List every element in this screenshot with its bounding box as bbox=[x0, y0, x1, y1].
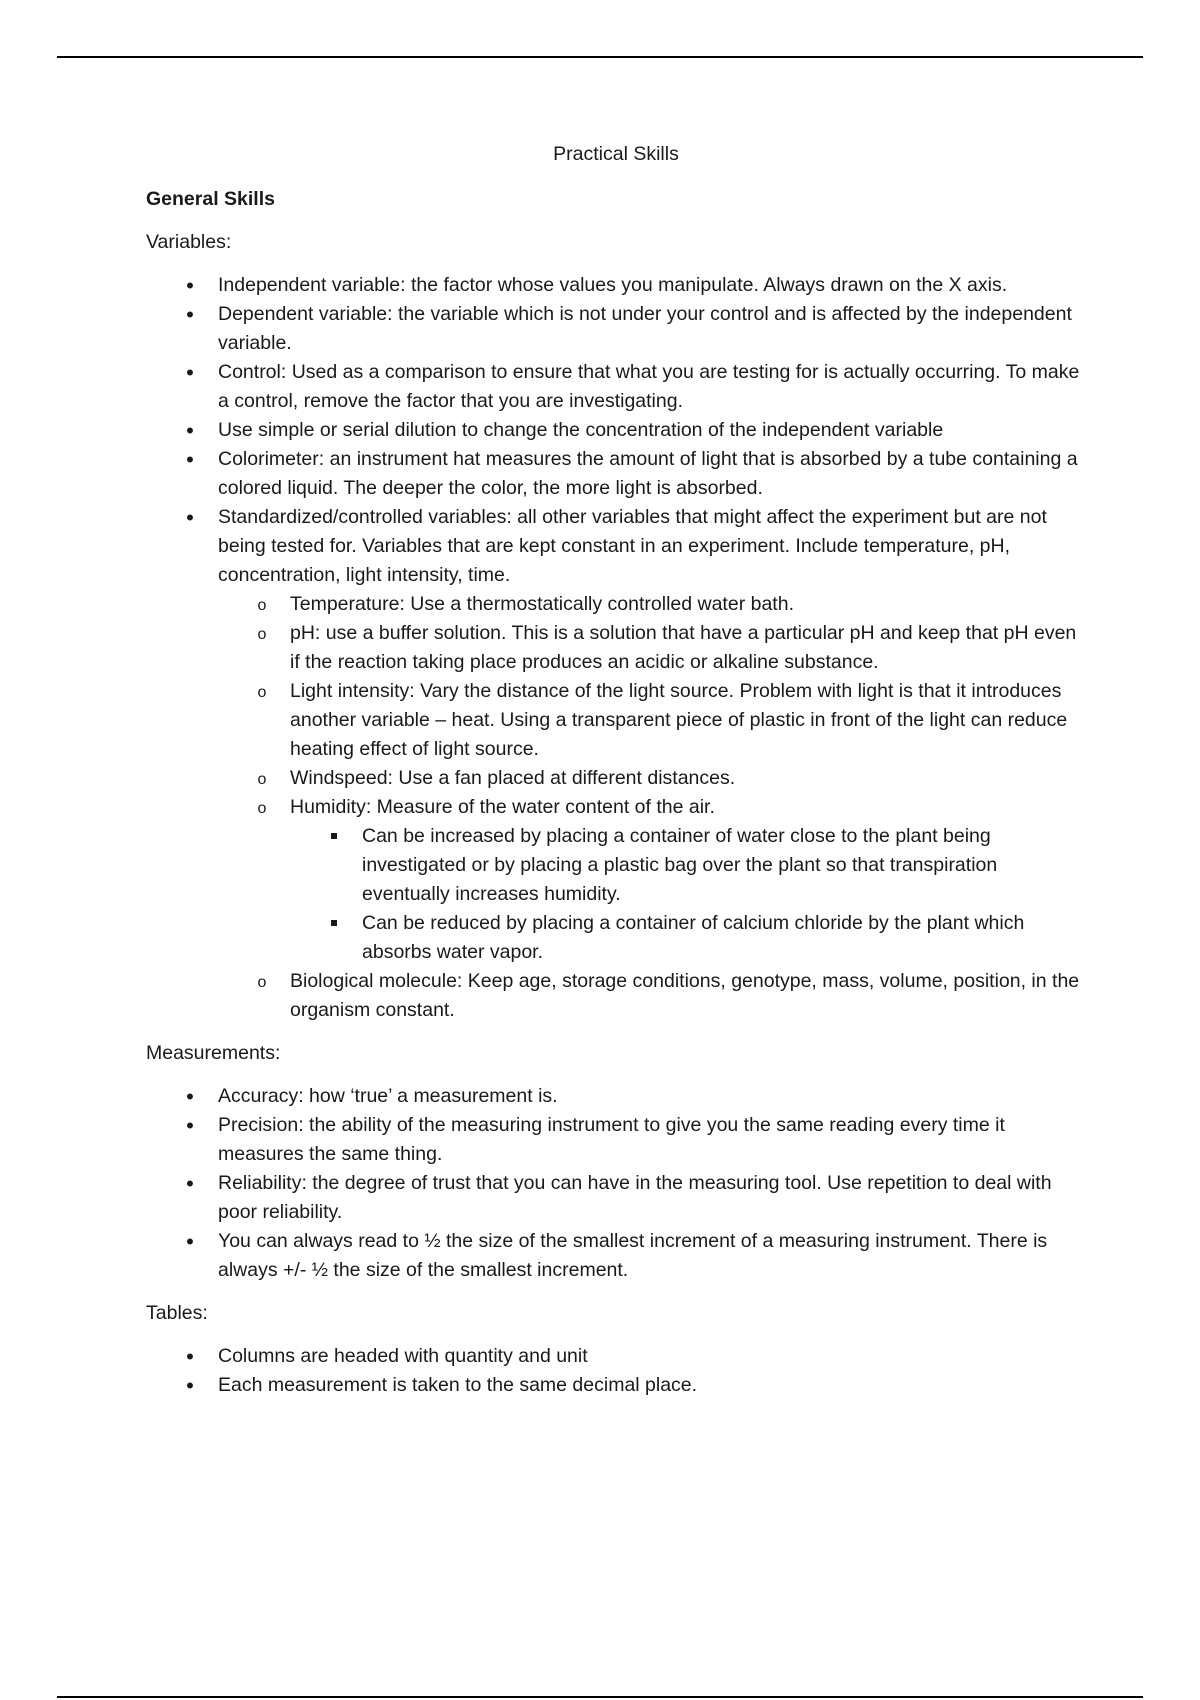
section-heading: General Skills bbox=[146, 188, 275, 210]
document-body bbox=[146, 140, 1086, 1414]
circle-bullet-icon bbox=[252, 677, 272, 707]
sub-sub-list-item: Can be increased by placing a container of water close to the plant being investigated or by placing a plastic bag over the plant so that transpiration eventually increases humidity. bbox=[146, 822, 1086, 909]
list-item: • Accuracy: how ‘true’ a measurement is. bbox=[146, 1082, 1086, 1111]
circle-bullet-icon bbox=[252, 793, 272, 823]
tables-label: Tables: bbox=[146, 1302, 208, 1324]
page-title: Practical Skills bbox=[553, 143, 679, 165]
bullet-icon bbox=[180, 416, 200, 447]
sub-list-item: o Windspeed: Use a fan placed at different distances. bbox=[146, 764, 1086, 793]
sub-sub-list-item: Can be reduced by placing a container of calcium chloride by the plant which absorbs water vapor. bbox=[146, 909, 1086, 967]
sub-list-item: o Temperature: Use a thermostatically controlled water bath. bbox=[146, 590, 1086, 619]
sub-list-item: o Light intensity: Vary the distance of the light source. Problem with light is that it introduces another variable – heat. Using a transparent piece of plastic in front of the light can reduce heating effect of light source. bbox=[146, 677, 1086, 764]
list-item: • Use simple or serial dilution to change the concentration of the independent variable bbox=[146, 416, 1086, 445]
sub-list-item: o pH: use a buffer solution. This is a solution that have a particular pH and keep that pH even if the reaction taking place produces an acidic or alkaline substance. bbox=[146, 619, 1086, 677]
list-item: • Dependent variable: the variable which is not under your control and is affected by the independent variable. bbox=[146, 300, 1086, 358]
bullet-icon bbox=[180, 503, 200, 534]
circle-bullet-icon bbox=[252, 619, 272, 649]
list-item: • Control: Used as a comparison to ensure that what you are testing for is actually occurring. To make a control, remove the factor that you are investigating. bbox=[146, 358, 1086, 416]
circle-bullet-icon bbox=[252, 764, 272, 794]
list-item: • Precision: the ability of the measuring instrument to give you the same reading every time it measures the same thing. bbox=[146, 1111, 1086, 1169]
square-bullet-icon bbox=[331, 833, 337, 839]
list-item: • Standardized/controlled variables: all other variables that might affect the experiment but are not being tested for. Variables that are kept constant in an experiment. Include temperature, pH, concentration, light intensity, time. bbox=[146, 503, 1086, 590]
bullet-icon bbox=[180, 1082, 200, 1113]
list-item: • Each measurement is taken to the same decimal place. bbox=[146, 1371, 1086, 1400]
list-item: • Independent variable: the factor whose values you manipulate. Always drawn on the X axis. bbox=[146, 271, 1086, 300]
bullet-icon bbox=[180, 1371, 200, 1402]
bullet-icon bbox=[180, 1169, 200, 1200]
bullet-icon bbox=[180, 358, 200, 389]
top-rule bbox=[57, 56, 1143, 58]
list-item: • Reliability: the degree of trust that you can have in the measuring tool. Use repetition to deal with poor reliability. bbox=[146, 1169, 1086, 1227]
list-item: • Columns are headed with quantity and unit bbox=[146, 1342, 1086, 1371]
measurements-label: Measurements: bbox=[146, 1042, 281, 1064]
bullet-icon bbox=[180, 445, 200, 476]
circle-bullet-icon bbox=[252, 967, 272, 997]
bullet-icon bbox=[180, 271, 200, 302]
variables-list bbox=[146, 271, 1086, 1025]
circle-bullet-icon bbox=[252, 590, 272, 620]
bullet-icon bbox=[180, 1342, 200, 1373]
list-item: • You can always read to ½ the size of the smallest increment of a measuring instrument. There is always +/- ½ the size of the smallest increment. bbox=[146, 1227, 1086, 1285]
bullet-icon bbox=[180, 1111, 200, 1142]
measurements-list bbox=[146, 1082, 1086, 1285]
bullet-icon bbox=[180, 1227, 200, 1258]
bottom-rule bbox=[57, 1696, 1143, 1698]
bullet-icon bbox=[180, 300, 200, 331]
tables-list bbox=[146, 1342, 1086, 1400]
variables-label: Variables: bbox=[146, 231, 232, 253]
sub-list-item: o Humidity: Measure of the water content of the air. bbox=[146, 793, 1086, 822]
square-bullet-icon bbox=[331, 920, 337, 926]
sub-list-item: o Biological molecule: Keep age, storage conditions, genotype, mass, volume, position, in the organism constant. bbox=[146, 967, 1086, 1025]
list-item: • Colorimeter: an instrument hat measures the amount of light that is absorbed by a tube containing a colored liquid. The deeper the color, the more light is absorbed. bbox=[146, 445, 1086, 503]
